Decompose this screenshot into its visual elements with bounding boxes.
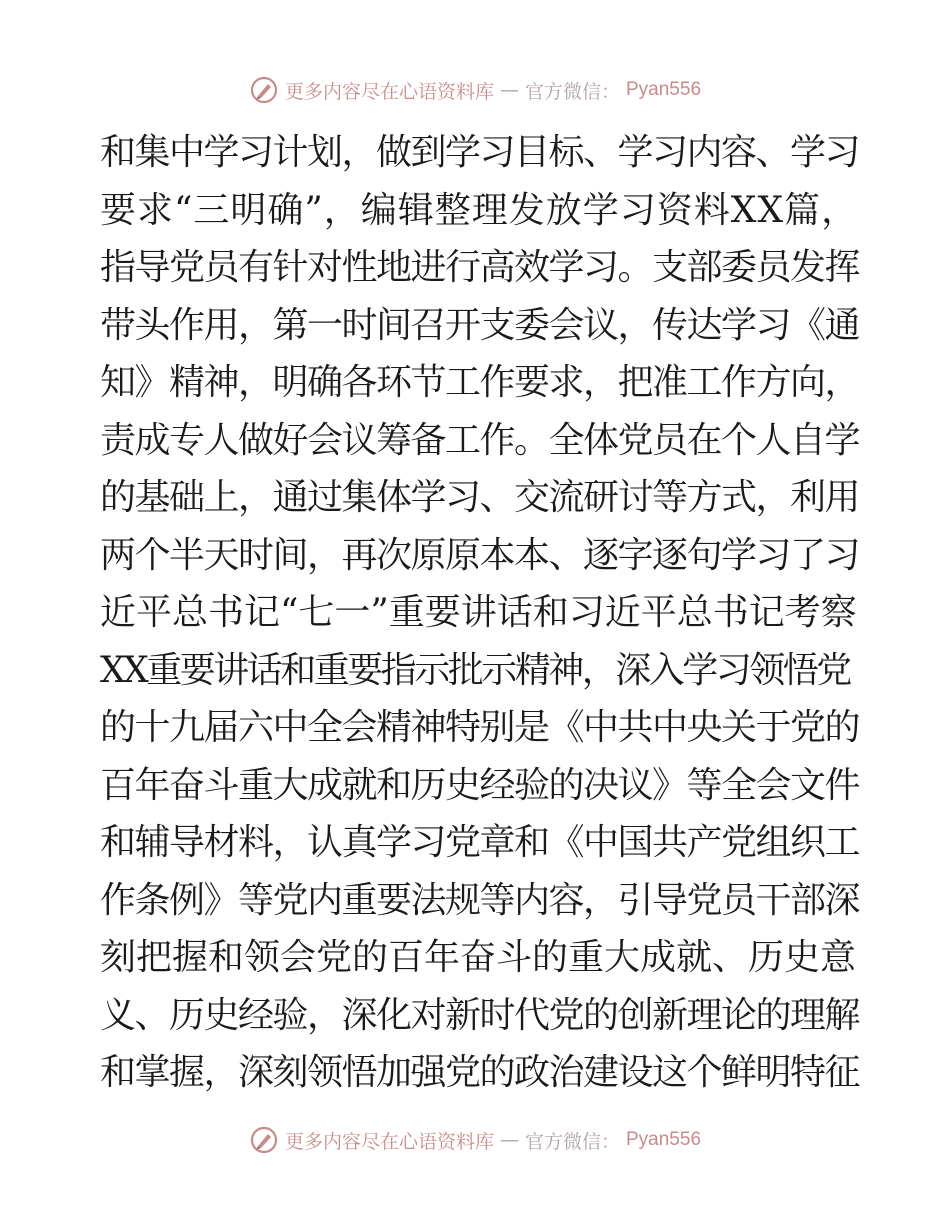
text-line: 义、历史经验，深化对新时代党的创新理论的理解: [100, 994, 860, 1036]
text-line: 和掌握，深刻领悟加强党的政治建设这个鲜明特征: [100, 1052, 860, 1093]
watermark-label: 官方微信：: [524, 1130, 620, 1153]
text-line: 的基础上，通过集体学习、交流研讨等方式，利用: [100, 477, 860, 518]
text-line: 要求“三明确”，编辑整理发放学习资料XX篇，: [100, 189, 859, 231]
text-line: 百年奋斗重大成就和历史经验的决议》等全会文件: [100, 764, 860, 806]
watermark-text: 更多内容尽在心语资料库: [284, 1130, 494, 1153]
text-line: 作条例》等党内重要法规等内容，引导党员干部深: [100, 879, 860, 921]
watermark-separator: —: [499, 1129, 519, 1151]
text-line: 刻把握和领会党的百年奋斗的重大成就、历史意: [100, 937, 857, 978]
watermark-account: Pyan556: [626, 1129, 702, 1150]
pen-nib-icon: [249, 1125, 279, 1155]
pen-nib-icon: [249, 75, 279, 105]
text-line: 指导党员有针对性地进行高效学习。支部委员发挥: [100, 247, 860, 288]
text-line: 知》精神，明确各环节工作要求，把准工作方向，: [100, 362, 860, 403]
text-line: 和辅导材料，认真学习党章和《中国共产党组织工: [100, 822, 860, 863]
text-line: 两个半天时间，再次原原本本、逐字逐句学习了习: [100, 534, 860, 576]
text-line: 的十九届六中全会精神特别是《中共中央关于党的: [100, 707, 860, 748]
text-line: 责成专人做好会议筹备工作。全体党员在个人自学: [100, 419, 860, 461]
watermark-label: 官方微信：: [524, 80, 620, 103]
watermark-separator: —: [499, 79, 519, 101]
text-line: 带头作用，第一时间召开支委会议，传达学习《通: [100, 304, 860, 346]
header-watermark: [0, 72, 950, 108]
text-line: 近平总书记“七一”重要讲话和习近平总书记考察: [100, 592, 857, 633]
text-line: XX重要讲话和重要指示批示精神，深入学习领悟党: [100, 649, 850, 691]
watermark-account: Pyan556: [626, 79, 702, 100]
footer-watermark: [0, 1122, 950, 1158]
body-paragraph: [100, 124, 860, 1102]
text-line: 和集中学习计划，做到学习目标、学习内容、学习: [100, 132, 860, 173]
watermark-text: 更多内容尽在心语资料库: [284, 80, 494, 103]
